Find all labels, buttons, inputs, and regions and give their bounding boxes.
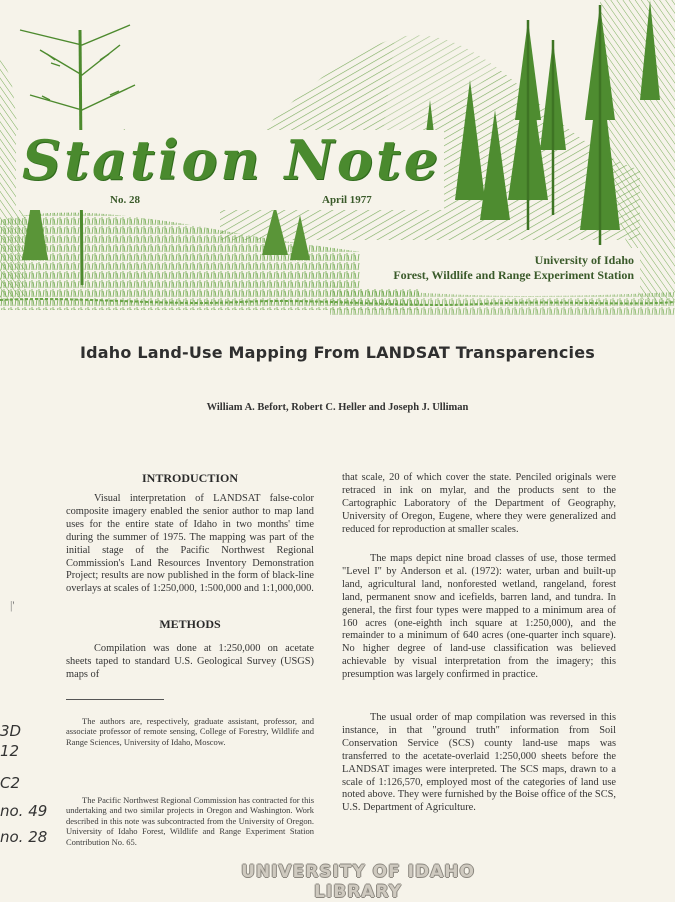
document-title: Idaho Land-Use Mapping From LANDSAT Transparencies bbox=[79, 343, 595, 362]
footnote-rule bbox=[66, 699, 164, 700]
methods-heading: METHODS bbox=[159, 617, 221, 631]
masthead-title: Station Note bbox=[22, 128, 442, 192]
methods-paragraph-1: Compilation was done at 1:250,000 on acetate sheets taped to standard U.S. Geological Survey (USGS) maps of bbox=[66, 643, 314, 680]
margin-note: 12 bbox=[0, 742, 20, 760]
margin-note: 3D bbox=[0, 722, 22, 740]
footnote-commission: The Pacific Northwest Regional Commission has contracted for this undertaking and two similar projects in Oregon and Washington. Work described in this note was subcontracted from the University of Oregon. University of Idaho Forest, Wildlife and Range Experiment Station Contribution No. 65. bbox=[66, 795, 314, 847]
library-stamp: UNIVERSITY OF IDAHO LIBRARY bbox=[241, 862, 475, 902]
margin-note: C2 bbox=[0, 774, 21, 792]
institution-station: Forest, Wildlife and Range Experiment Station bbox=[393, 268, 634, 282]
issue-number: No. 28 bbox=[110, 194, 140, 206]
institution-name: University of Idaho bbox=[534, 253, 634, 267]
methods-paragraph-1-continued: that scale, 20 of which cover the state. Penciled originals were retraced in ink on mylar, and the products sent to the Cartographic Laboratory of the Department of Geography, University of Oregon, Eugene, where they were generalized and reduced for reproduction at smaller scales. bbox=[342, 472, 616, 535]
issue-date: April 1977 bbox=[322, 194, 372, 206]
margin-note: no. 28 bbox=[0, 828, 48, 846]
introduction-heading: INTRODUCTION bbox=[141, 471, 238, 485]
margin-note: no. 49 bbox=[0, 802, 48, 820]
margin-tick: |' bbox=[10, 598, 15, 612]
introduction-paragraph: Visual interpretation of LANDSAT false-color composite imagery enabled the senior author to map land uses for the entire state of Idaho in two months' time during the summer of 1975. The mapping was part of the initial stage of the Pacific Northwest Regional Commission's Land Resources Inventory Demonstration Project; results are now published in the form of black-line overlays at scales of 1:250,000, 1:500,000 and 1:1,000,000. bbox=[66, 493, 314, 595]
methods-paragraph-2: The maps depict nine broad classes of use, those termed "Level I" by Anderson et al. (1972): water, urban and built-up land, agricultural land, nonforested wetland, rangeland, forest land, permanent snow and icefields, barren land, and tundra. In general, the first four types were mapped to a minimum area of 160 acres (one-eighth inch square at 1:250,000), and the remainder to a minimum of 640 acres (one-quarter inch square). No higher degree of land-use classification was believed achievable by visual interpretation from the imagery; this presumption was largely confirmed in practice. bbox=[342, 553, 616, 681]
methods-paragraph-3: The usual order of map compilation was reversed in this instance, in that "ground truth" information from Soil Conservation Service (SCS) county land-use maps was transferred to the acetate-overlaid 1:250,000 sheets before the LANDSAT images were interpreted. The SCS maps, drawn to a scale of 1:126,570, employed most of the categories of land use noted above. They were furnished by the Boise office of the SCS, U.S. Department of Agriculture. bbox=[342, 712, 616, 814]
footnote-authors: The authors are, respectively, graduate assistant, professor, and associate professor of remote sensing, College of Forestry, Wildlife and Range Sciences, University of Idaho, Moscow. bbox=[66, 716, 314, 747]
document-authors: William A. Befort, Robert C. Heller and Joseph J. Ulliman bbox=[206, 402, 469, 413]
